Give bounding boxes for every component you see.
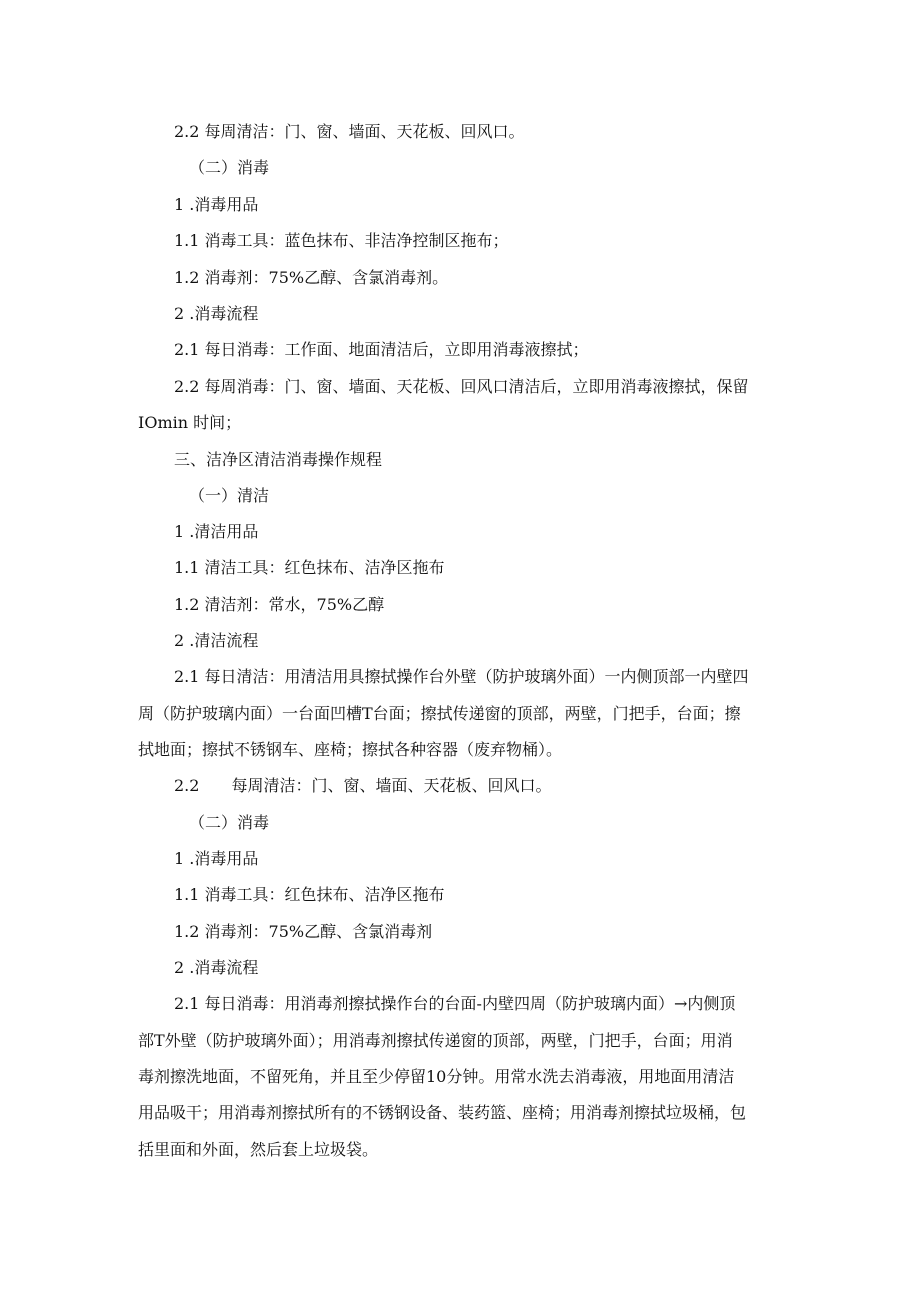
paragraph-cleaning-agent: 1.2 清洁剂：常水，75%乙醇 (174, 595, 385, 614)
paragraph-daily-cleaning-line-1: 2.1 每日清洁：用清洁用具擦拭操作台外壁（防护玻璃外面）一内侧顶部一内壁四 (174, 667, 749, 686)
heading-cleaning: （一）清洁 (189, 486, 270, 505)
heading-disinfection-supplies-1: 1 .消毒用品 (174, 195, 259, 214)
paragraph-daily-disinfection-2-line-4: 用品吸干；用消毒剂擦拭所有的不锈钢设备、装药篮、座椅；用消毒剂擦拭垃圾桶，包 (138, 1103, 747, 1122)
paragraph-daily-disinfection-2-line-5: 括里面和外面，然后套上垃圾袋。 (138, 1140, 379, 1159)
paragraph-daily-cleaning-line-2: 周（防护玻璃内面）一台面凹槽T台面；擦拭传递窗的顶部，两壁，门把手，台面；擦 (138, 704, 741, 723)
paragraph-cleaning-tools: 1.1 清洁工具：红色抹布、洁净区拖布 (174, 558, 445, 577)
paragraph-disinfection-tools-1: 1.1 消毒工具：蓝色抹布、非洁净控制区拖布； (174, 231, 509, 250)
paragraph-daily-disinfection-2-line-2: 部T外壁（防护玻璃外面）；用消毒剂擦拭传递窗的顶部，两壁，门把手，台面；用消 (138, 1031, 733, 1050)
paragraph-daily-disinfection-2-line-3: 毒剂擦洗地面，不留死角，并且至少停留10分钟。用常水洗去消毒液，用地面用清洁 (138, 1067, 735, 1086)
paragraph-weekly-cleaning-2: 2.2 每周清洁：门、窗、墙面、天花板、回风口。 (174, 776, 552, 795)
paragraph-weekly-disinfection-line-1: 2.2 每周消毒：门、窗、墙面、天花板、回风口清洁后，立即用消毒液擦拭，保留 (174, 377, 749, 396)
heading-disinfection-process-2: 2 .消毒流程 (174, 958, 259, 977)
paragraph-disinfectant-2: 1.2 消毒剂：75%乙醇、含氯消毒剂 (174, 922, 433, 941)
heading-disinfection-supplies-2: 1 .消毒用品 (174, 849, 259, 868)
paragraph-daily-cleaning-line-3: 拭地面；擦拭不锈钢车、座椅；擦拭各种容器（废弃物桶）。 (138, 740, 563, 759)
paragraph-daily-disinfection-2-line-1: 2.1 每日消毒：用消毒剂擦拭操作台的台面-内壁四周（防护玻璃内面）→内侧顶 (174, 994, 736, 1013)
paragraph-daily-disinfection-1: 2.1 每日消毒：工作面、地面清洁后，立即用消毒液擦拭； (174, 340, 589, 359)
heading-disinfection-process-1: 2 .消毒流程 (174, 304, 259, 323)
section-heading-clean-area: 三、洁净区清洁消毒操作规程 (174, 450, 383, 469)
paragraph-disinfection-tools-2: 1.1 消毒工具：红色抹布、洁净区拖布 (174, 885, 445, 904)
paragraph-disinfectant-1: 1.2 消毒剂：75%乙醇、含氯消毒剂。 (174, 268, 449, 287)
heading-cleaning-process: 2 .清洁流程 (174, 631, 259, 650)
heading-disinfection-2: （二）消毒 (189, 813, 270, 832)
paragraph-weekly-disinfection-line-2: IOmin 时间； (138, 413, 242, 432)
heading-disinfection-1: （二）消毒 (189, 158, 270, 177)
paragraph-weekly-cleaning-1: 2.2 每周清洁：门、窗、墙面、天花板、回风口。 (174, 122, 525, 141)
heading-cleaning-supplies: 1 .清洁用品 (174, 522, 259, 541)
